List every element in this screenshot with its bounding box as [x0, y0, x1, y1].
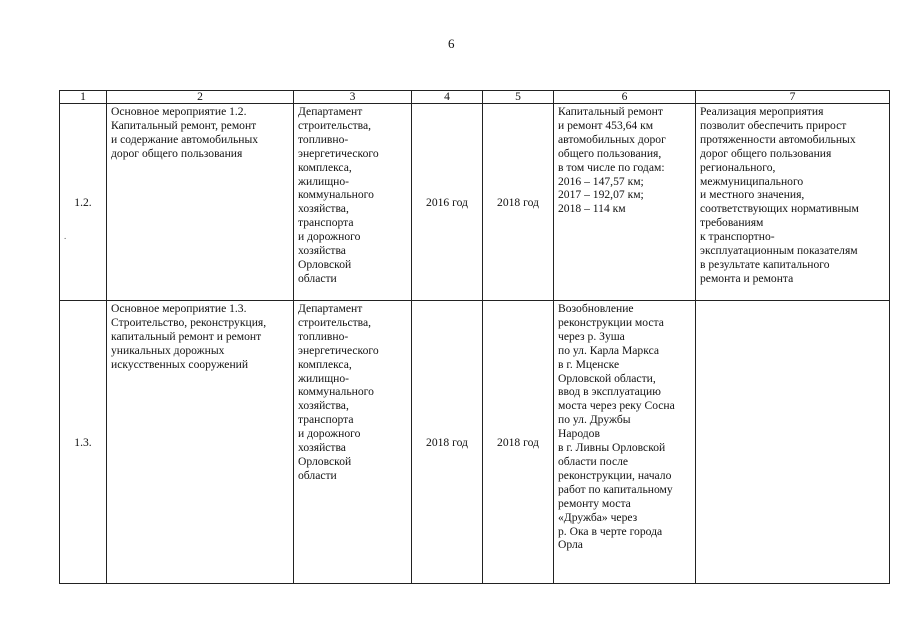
executor: Департамент строительства, топливно- энергетического комплекса, жилищно- коммунального хозяйства, транспорта и дорожного хозяйства Орловской области [294, 301, 412, 584]
row-number: 1.3. [60, 301, 107, 584]
header-cell: 6 [554, 91, 696, 104]
header-cell: 3 [294, 91, 412, 104]
header-cell: 4 [412, 91, 483, 104]
header-cell: 5 [483, 91, 554, 104]
end-year: 2018 год [483, 301, 554, 584]
start-year: 2016 год [412, 104, 483, 301]
header-cell: 1 [60, 91, 107, 104]
table-row [60, 301, 890, 584]
table-row [60, 104, 890, 301]
measures-table [59, 90, 890, 584]
row-number: 1.2. [60, 104, 107, 301]
expected-result: Капитальный ремонт и ремонт 453,64 км автомобильных дорог общего пользования, в том числе по годам: 2016 – 147,57 км; 2017 – 192,07 км; 2018 – 114 км [554, 104, 696, 301]
executor: Департамент строительства, топливно- энергетического комплекса, жилищно- коммунального хозяйства, транспорта и дорожного хозяйства Орловской области [294, 104, 412, 301]
end-year: 2018 год [483, 104, 554, 301]
measure-name: Основное мероприятие 1.3. Строительство, реконструкция, капитальный ремонт и ремонт уникальных дорожных искусственных сооружений [107, 301, 294, 584]
effect-description [696, 301, 890, 584]
expected-result: Возобновление реконструкции моста через р. Зуша по ул. Карла Маркса в г. Мценске Орловской области, ввод в эксплуатацию моста через реку Сосна по ул. Дружбы Народов в г. Ливны Орловской области после реконструкции, начало работ по капитальному ремонту моста «Дружба» через р. Ока в черте города Орла [554, 301, 696, 584]
measure-name: Основное мероприятие 1.2. Капитальный ремонт, ремонт и содержание автомобильных дорог общего пользования [107, 104, 294, 301]
effect-description: Реализация мероприятия позволит обеспечить прирост протяженности автомобильных дорог общего пользования регионального, межмуниципального и местного значения, соответствующих нормативным требованиям к транспортно- эксплуатационным показателям в результате капитального ремонта и ремонта [696, 104, 890, 301]
start-year: 2018 год [412, 301, 483, 584]
header-cell: 7 [696, 91, 890, 104]
scan-mark: . [64, 231, 67, 241]
header-cell: 2 [107, 91, 294, 104]
table-header-row [60, 91, 890, 104]
page-number: 6 [448, 36, 455, 51]
